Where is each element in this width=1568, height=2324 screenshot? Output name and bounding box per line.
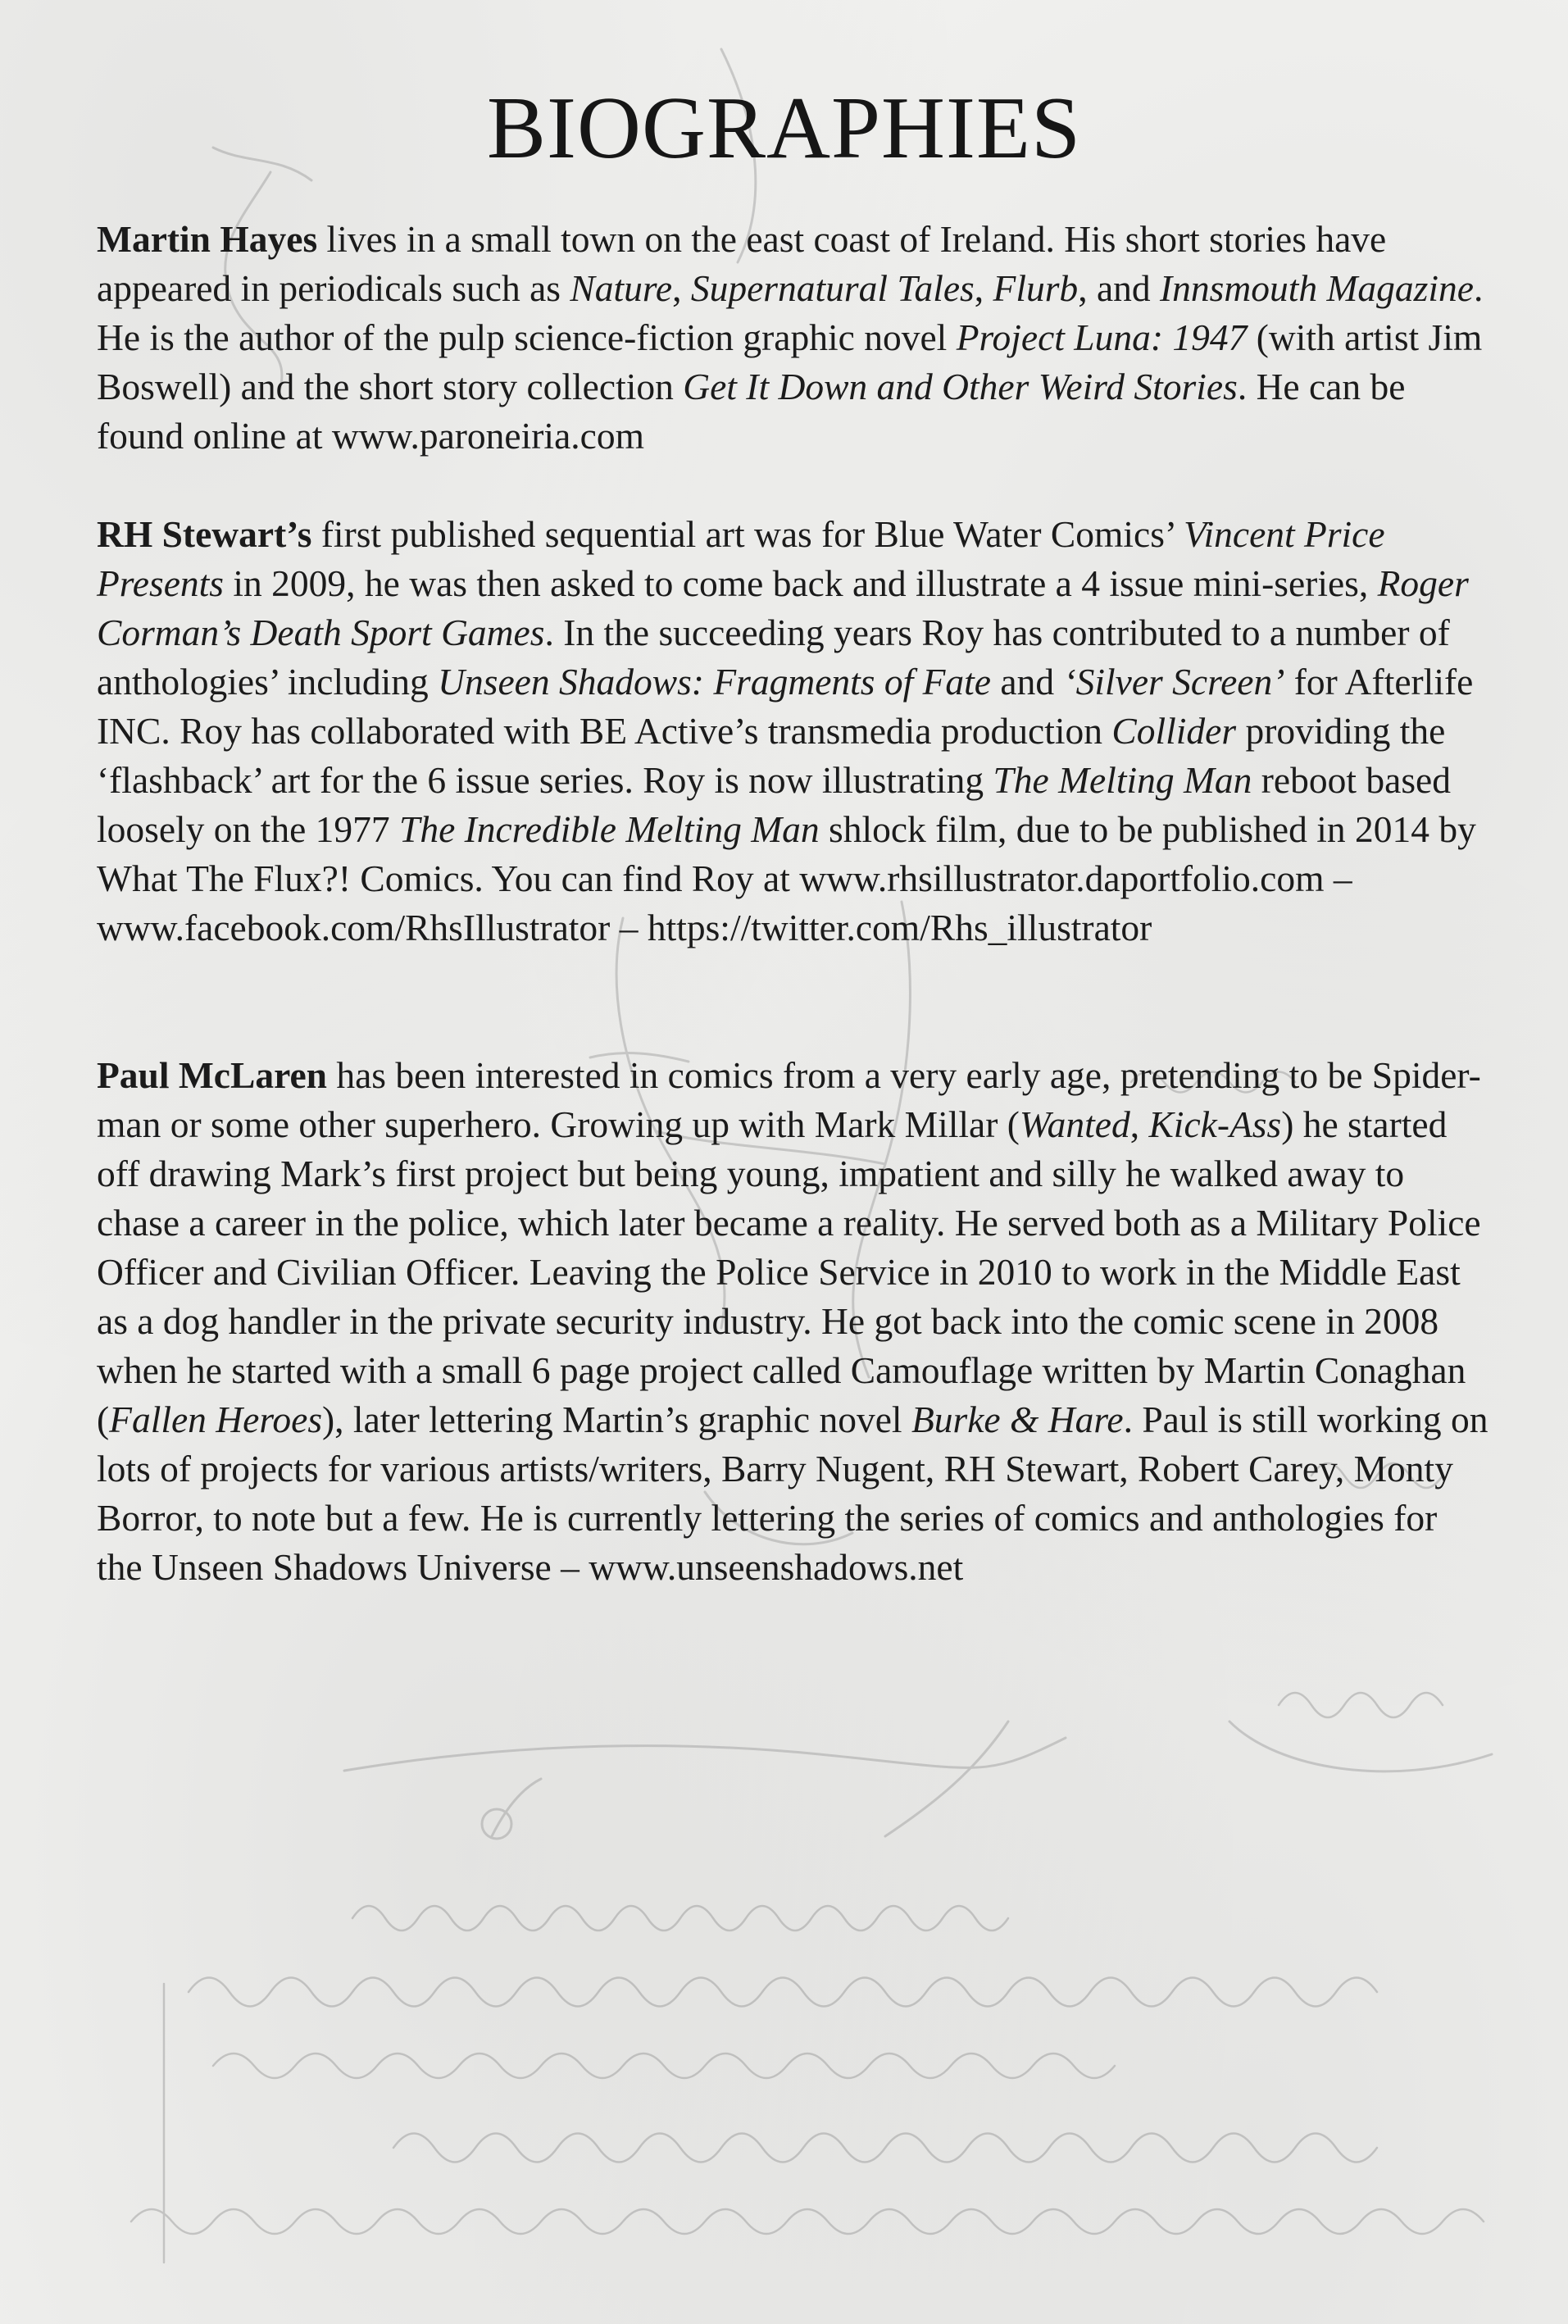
bio-title-italic: Innsmouth Magazine bbox=[1160, 267, 1474, 309]
bio-paul-mclaren bbox=[97, 1051, 1490, 1592]
bio-rh-stewart bbox=[97, 510, 1490, 953]
bio-name: RH Stewart’s bbox=[97, 513, 312, 555]
bio-text: reboot based loosely on the 1977 bbox=[97, 759, 1451, 850]
bio-name: Martin Hayes bbox=[97, 218, 318, 260]
bio-title-italic: Get It Down and Other Weird Stories bbox=[683, 366, 1238, 407]
bio-text: providing the ‘flashback’ art for the 6 issue series. Roy is now illustrating bbox=[97, 710, 1446, 801]
bio-title-italic: Kick-Ass bbox=[1148, 1103, 1282, 1145]
bio-text: . He is the author of the pulp science-fiction graphic novel bbox=[97, 267, 1484, 358]
bio-text: has been interested in comics from a very early age, pretending to be Spider-man or some other superhero. Growing up with Mark Millar ( bbox=[97, 1054, 1481, 1145]
bio-title-italic: ‘Silver Screen’ bbox=[1063, 661, 1285, 703]
bio-title-italic: Project Luna: 1947 bbox=[956, 316, 1248, 358]
bio-text: ), later lettering Martin’s graphic novel bbox=[322, 1398, 911, 1440]
bio-title-italic: Vincent Price Presents bbox=[97, 513, 1385, 604]
bio-text: lives in a small town on the east coast of Ireland. His short stories have appeared in periodicals such as bbox=[97, 218, 1387, 309]
bio-name: Paul McLaren bbox=[97, 1054, 327, 1096]
bio-text: , bbox=[1129, 1103, 1149, 1145]
bio-title-italic: Burke & Hare bbox=[911, 1398, 1124, 1440]
bio-text: ) he started off drawing Mark’s first project but being young, impatient and silly he walked away to chase a career in the police, which later became a reality. He served both as a Military Police Officer and Civilian Officer. Leaving the Police Service in 2010 to work in the Middle East as a dog handler in the private security industry. He got back into the comic scene in 2008 when he started with a small 6 page project called Camouflage written by Martin Conaghan ( bbox=[97, 1103, 1481, 1440]
bio-title-italic: The Melting Man bbox=[993, 759, 1252, 801]
bio-title-italic: Flurb bbox=[993, 267, 1079, 309]
bio-martin-hayes bbox=[97, 215, 1490, 461]
bio-title-italic: Roger Corman’s Death Sport Games bbox=[97, 562, 1469, 653]
bio-title-italic: Collider bbox=[1111, 710, 1237, 752]
bio-text: shlock film, due to be published in 2014 by What The Flux?! Comics. You can find Roy at www.rhsillustrator.daportfolio.com – www.facebook.com/RhsIllustrator – https://twitter.com/Rhs_illustrator bbox=[97, 808, 1476, 948]
bio-text: , bbox=[974, 267, 993, 309]
bio-title-italic: Nature bbox=[570, 267, 673, 309]
bio-text: , bbox=[672, 267, 691, 309]
bio-text: for Afterlife INC. Roy has collaborated with BE Active’s transmedia production bbox=[97, 661, 1474, 752]
bio-text: . In the succeeding years Roy has contributed to a number of anthologies’ including bbox=[97, 612, 1450, 703]
bio-title-italic: Unseen Shadows: Fragments of Fate bbox=[438, 661, 992, 703]
bio-text: and bbox=[991, 661, 1064, 703]
bio-title-italic: The Incredible Melting Man bbox=[399, 808, 820, 850]
bio-text: , and bbox=[1078, 267, 1161, 309]
bio-text: first published sequential art was for Blue Water Comics’ bbox=[311, 513, 1184, 555]
bio-title-italic: Wanted bbox=[1019, 1103, 1130, 1145]
bio-title-italic: Supernatural Tales bbox=[690, 267, 975, 309]
bio-text: in 2009, he was then asked to come back and illustrate a 4 issue mini-series, bbox=[224, 562, 1378, 604]
bio-text: . Paul is still working on lots of projects for various artists/writers, Barry Nugent, RH Stewart, Robert Carey, Monty Borror, to note but a few. He is currently lettering the series of comics and anthologies for the Unseen Shadows Universe – www.unseenshadows.net bbox=[97, 1398, 1488, 1588]
bio-text: . He can be found online at www.paroneiria.com bbox=[97, 366, 1406, 457]
page-title: BIOGRAPHIES bbox=[486, 80, 1082, 177]
biographies-body bbox=[97, 215, 1490, 1592]
bio-title-italic: Fallen Heroes bbox=[109, 1398, 323, 1440]
bio-text: (with artist Jim Boswell) and the short story collection bbox=[97, 316, 1483, 407]
